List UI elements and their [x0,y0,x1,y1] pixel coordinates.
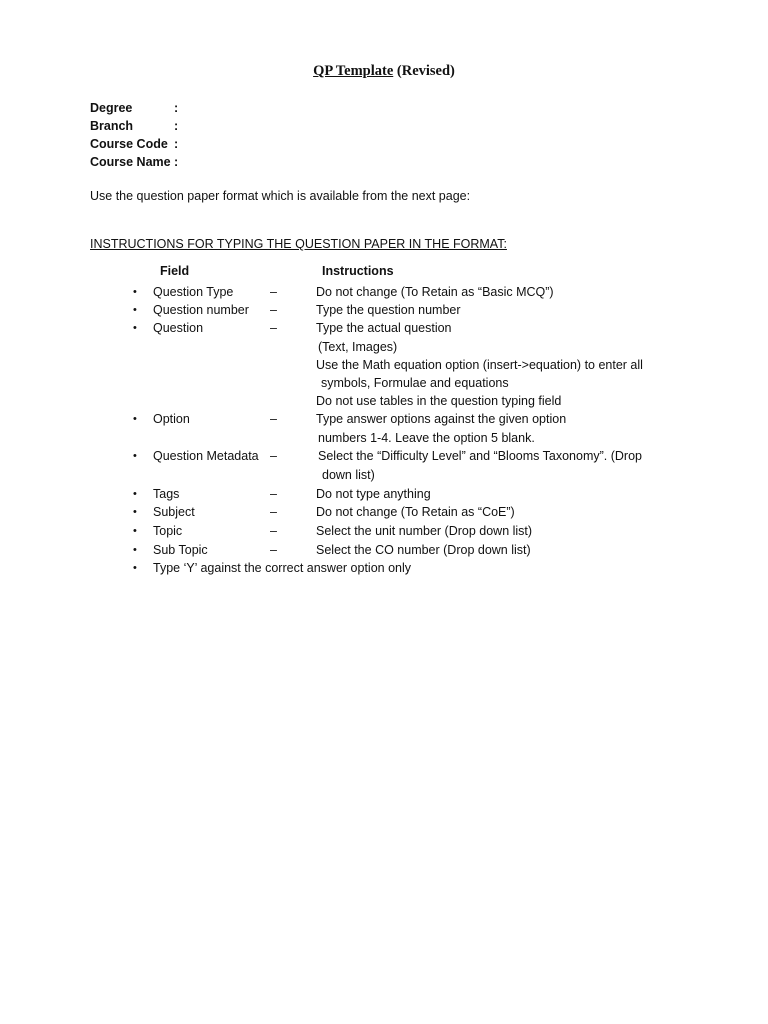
instruction-continuation: numbers 1-4. Leave the option 5 blank. [318,431,535,445]
meta-colon: : [174,155,179,169]
dash: – [270,543,277,557]
instruction-continuation: down list) [322,468,375,482]
instruction-text: Select the CO number (Drop down list) [316,543,531,557]
field-name: Tags [153,487,180,501]
bullet-icon: • [133,525,137,537]
instruction-continuation: Do not use tables in the question typing field [316,394,562,408]
field-name: Question [153,321,204,335]
instructions-heading: INSTRUCTIONS FOR TYPING THE QUESTION PAPER IN THE FORMAT: [90,237,507,251]
title-suffix: (Revised) [393,63,455,79]
instruction-text: Type the actual question [316,321,452,335]
meta-label: Degree [90,101,133,115]
page-title [0,63,768,80]
meta-degree [90,99,178,117]
dash: – [270,505,277,519]
meta-branch [90,117,178,135]
bullet-icon: • [133,413,137,425]
title-main: QP Template [313,63,394,79]
bullet-icon: • [133,304,137,316]
field-name: Option [153,412,190,426]
instruction-text: Select the “Difficulty Level” and “Blooms Taxonomy”. (Drop [318,449,642,463]
field-name: Subject [153,505,195,519]
dash: – [270,412,277,426]
bullet-icon: • [133,506,137,518]
dash: – [270,303,277,317]
instruction-continuation: symbols, Formulae and equations [321,376,509,390]
instruction-text: Select the unit number (Drop down list) [316,524,533,538]
field-name: Topic [153,524,183,538]
bullet-icon: • [133,544,137,556]
field-name: Question Metadata [153,449,259,463]
instruction-text: Do not type anything [316,487,431,501]
meta-label: Course Name [90,155,171,169]
bullet-icon: • [133,450,137,462]
meta-label: Branch [90,119,134,133]
intro-text: Use the question paper format which is available from the next page: [90,189,471,203]
meta-course-name [90,153,178,171]
column-header-instructions: Instructions [322,264,394,278]
dash: – [270,487,277,501]
meta-colon: : [174,101,179,115]
dash: – [270,321,277,335]
instruction-text: Do not change (To Retain as “Basic MCQ”) [316,285,554,299]
instruction-text: Do not change (To Retain as “CoE”) [316,505,515,519]
final-note: Type ‘Y’ against the correct answer option only [153,561,412,575]
meta-label: Course Code [90,137,168,151]
field-name: Question Type [153,285,234,299]
bullet-icon: • [133,286,137,298]
instruction-continuation: Use the Math equation option (insert->equation) to enter all [316,358,643,372]
meta-colon: : [174,119,179,133]
meta-course-code [90,135,178,153]
bullet-icon: • [133,322,137,334]
dash: – [270,449,277,463]
instruction-text: Type answer options against the given option [316,412,567,426]
dash: – [270,524,277,538]
field-name: Question number [153,303,249,317]
bullet-icon: • [133,562,137,574]
bullet-icon: • [133,488,137,500]
column-header-field: Field [160,264,190,278]
dash: – [270,285,277,299]
instruction-text: Type the question number [316,303,461,317]
meta-colon: : [174,137,179,151]
field-name: Sub Topic [153,543,208,557]
instruction-continuation: (Text, Images) [318,340,398,354]
